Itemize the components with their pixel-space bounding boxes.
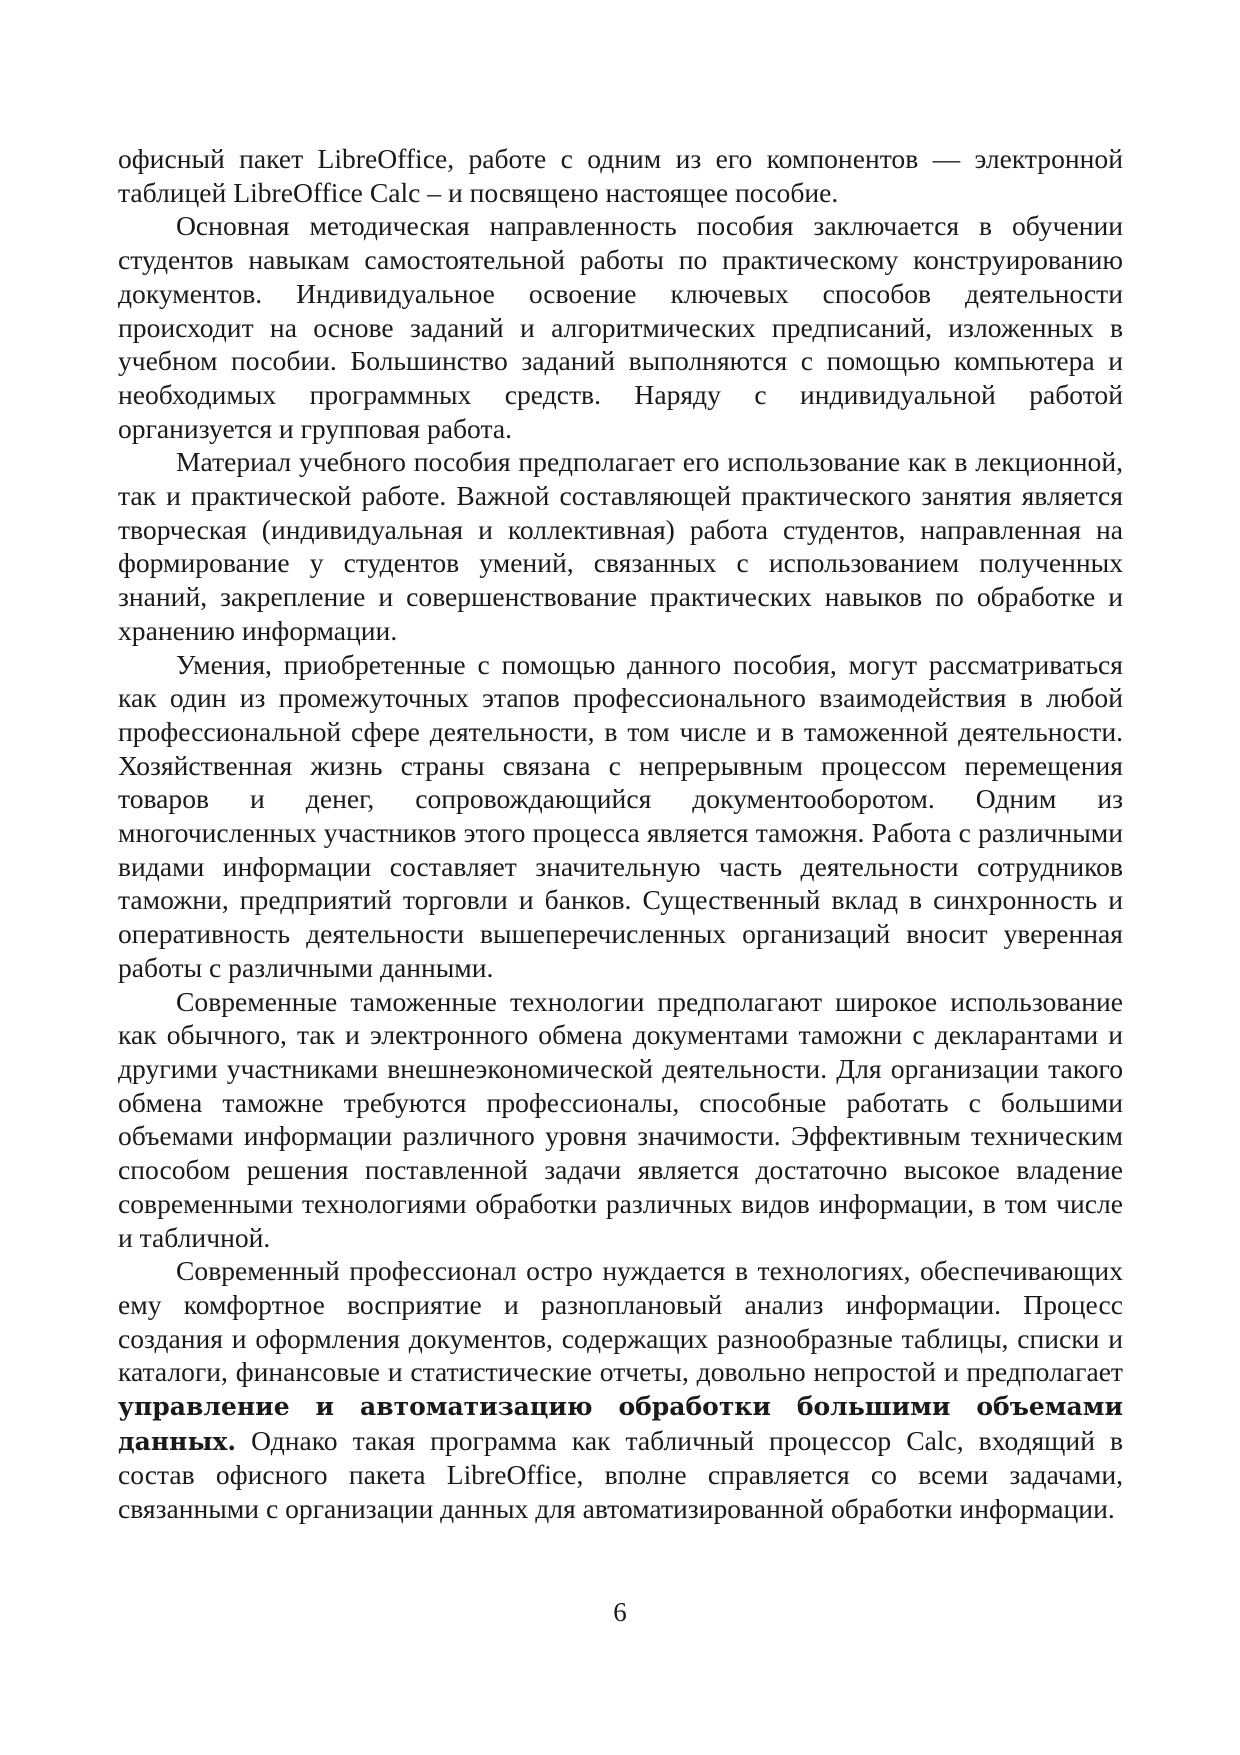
page-number: 6	[613, 1597, 627, 1627]
paragraph-4: Умения, приобретенные с помощью данного пособия, могут рассматриваться как один из промежуточных этапов профессионального взаимодействия в любой профессиональной сфере деятельности, в том числе и в таможенной деятельности. Хозяйственная жизнь страны связана с непрерывным процессом перемещения товаров и денег, сопровождающийся документооборотом. Одним из многочисленных участников этого процесса является таможня. Работа с различными видами информации составляет значительную часть деятельности сотрудников таможни, предприятий торговли и банков. Существенный вклад в синхронность и оперативность деятельности вышеперечисленных организаций вносит уверенная работы с различными данными.	[118, 648, 1123, 983]
document-body	[118, 142, 1123, 1526]
paragraph-3: Материал учебного пособия предполагает его использование как в лекционной, так и практической работе. Важной составляющей практического занятия является творческая (индивидуальная и коллективная) работа студентов, направленная на формирование у студентов умений, связанных с использованием полученных знаний, закрепление и совершенствование практических навыков по обработке и хранению информации.	[118, 446, 1123, 646]
paragraph-2: Основная методическая направленность пособия заключается в обучении студентов навыкам самостоятельной работы по практическому конструированию документов. Индивидуальное освоение ключевых способов деятельности происходит на основе заданий и алгоритмических предписаний, изложенных в учебном пособии. Большинство заданий выполняются с помощью компьютера и необходимых программных средств. Наряду с индивидуальной работой организуется и групповая работа.	[118, 210, 1123, 444]
paragraph-6	[118, 1254, 1123, 1526]
paragraph-6-text-after: Однако такая программа как табличный процессор Calc, входящий в состав офисного пакета LibreOffice, вполне справляется со всеми задачами, связанными с организации данных для автоматизированной обработки информации.	[118, 1424, 1123, 1525]
paragraph-6-text-before: Современный профессионал остро нуждается в технологиях, обеспечивающих ему комфортное восприятие и разноплановый анализ информации. Процесс создания и оформления документов, содержащих разнообразные таблицы, списки и каталоги, финансовые и статистические отчеты, довольно непростой и предполагает	[118, 1255, 1123, 1388]
paragraph-6-bold-text: управление и автоматизацию обработки большими объемами данных.	[118, 1392, 1123, 1456]
paragraph-5: Современные таможенные технологии предполагают широкое использование как обычного, так и электронного обмена документами таможни с декларантами и другими участниками внешнеэкономической деятельности. Для организации такого обмена таможне требуются профессионалы, способные работать с большими объемами информации различного уровня значимости. Эффективным техническим способом решения поставленной задачи является достаточно высокое владение современными технологиями обработки различных видов информации, в том числе и табличной.	[118, 985, 1123, 1253]
paragraph-1: офисный пакет LibreOffice, работе с одним из его компонентов — электронной таблицей LibreOffice Calc – и посвящено настоящее пособие.	[118, 143, 1123, 208]
